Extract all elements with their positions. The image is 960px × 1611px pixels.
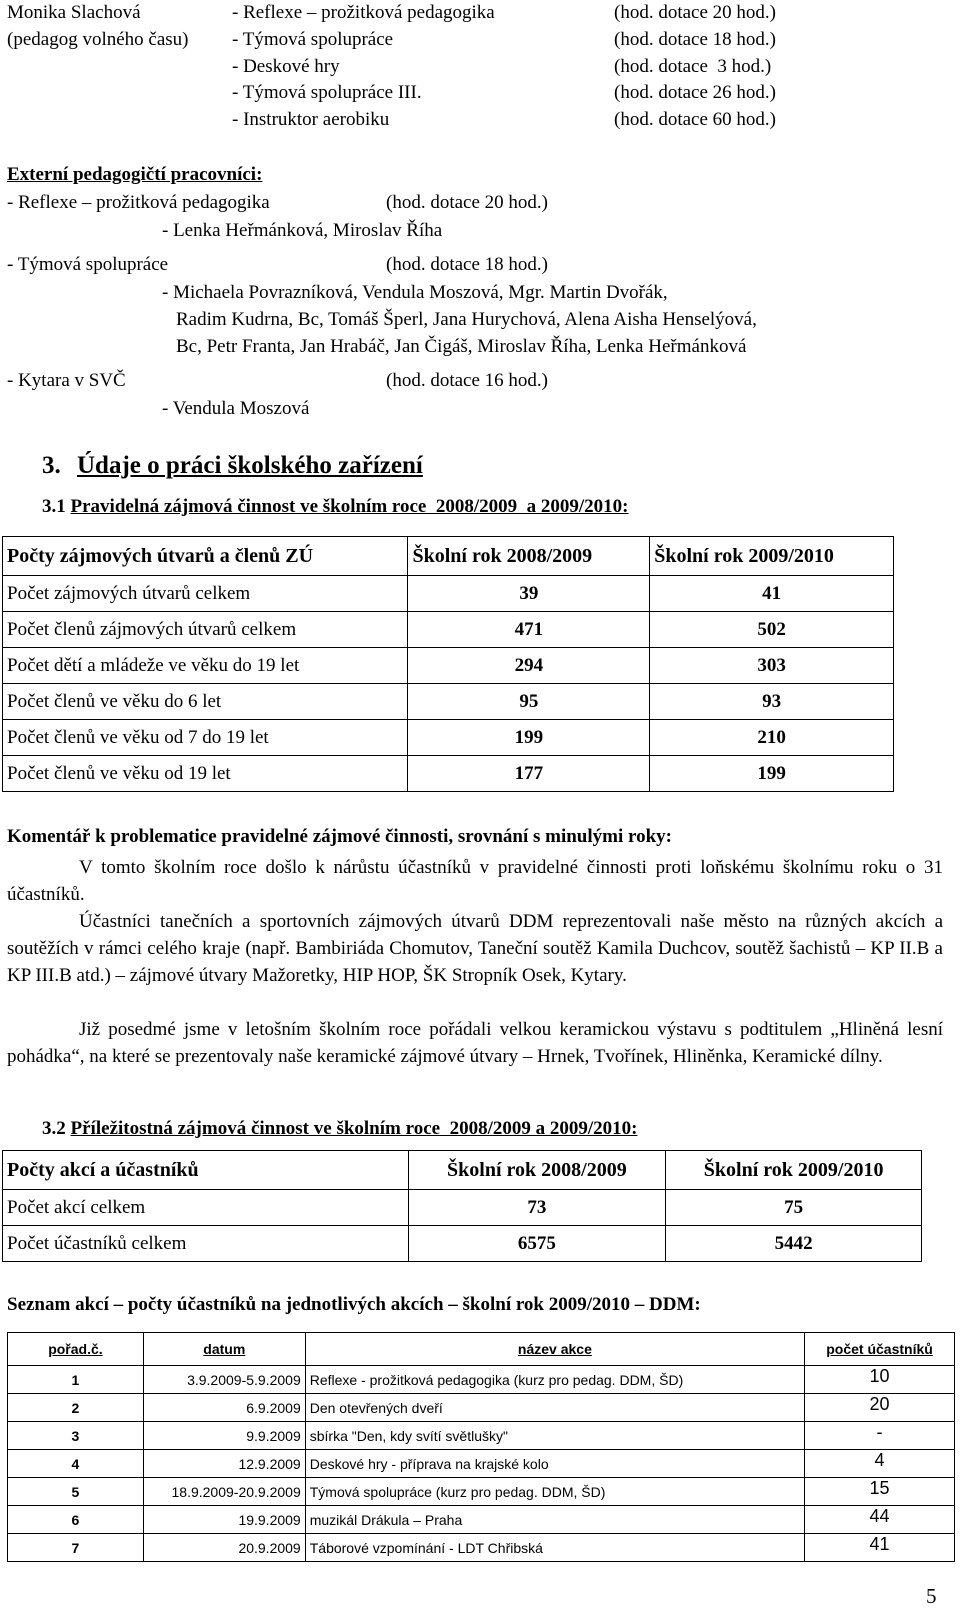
header-cell: Školní rok 2008/2009 — [408, 537, 650, 576]
header-cell: datum — [143, 1333, 305, 1366]
row-label: Počet členů ve věku od 7 do 19 let — [3, 720, 408, 756]
external-course-name: - Týmová spolupráce — [7, 254, 169, 275]
event-date: 12.9.2009 — [143, 1450, 305, 1478]
table-row — [3, 648, 894, 684]
value-2008: 294 — [408, 648, 650, 684]
table-row — [3, 1190, 922, 1226]
table-row — [8, 1394, 955, 1422]
page-number: 5 — [926, 1584, 937, 1608]
events-list-table — [7, 1332, 955, 1562]
table-row — [3, 576, 894, 612]
value-2008: 39 — [408, 576, 650, 612]
event-name: Deskové hry - příprava na krajské kolo — [305, 1450, 804, 1478]
header-cell: Školní rok 2009/2010 — [650, 537, 894, 576]
value-2009: 210 — [650, 720, 894, 756]
header-cell: název akce — [305, 1333, 804, 1366]
event-participants: 10 — [805, 1366, 955, 1394]
header-cell: pořad.č. — [8, 1333, 144, 1366]
event-name: Reflexe - prožitková pedagogika (kurz pro pedag. DDM, ŠD) — [305, 1366, 804, 1394]
section-heading — [42, 452, 423, 480]
events-list-heading: Seznam akcí – počty účastníků na jednotlivých akcích – školní rok 2009/2010 – DDM: — [7, 1294, 701, 1315]
staff-course-hours: (hod. dotace 18 hod.) — [614, 29, 776, 50]
value-2009: 502 — [650, 612, 894, 648]
header-cell: Školní rok 2008/2009 — [408, 1151, 666, 1190]
staff-course-hours: (hod. dotace 20 hod.) — [614, 2, 776, 23]
events-summary-table — [2, 1150, 922, 1262]
external-course-people: - Lenka Heřmánková, Miroslav Říha — [162, 220, 443, 241]
event-participants: 15 — [805, 1478, 955, 1506]
external-course-name: - Reflexe – prožitková pedagogika — [7, 192, 270, 213]
external-course-name: - Kytara v SVČ — [7, 370, 126, 391]
event-name: Táborové vzpomínání - LDT Chřibská — [305, 1534, 804, 1562]
external-course-people: Radim Kudrna, Bc, Tomáš Šperl, Jana Hurychová, Alena Aisha Henselýová, — [176, 309, 757, 330]
comment-paragraph: Účastníci tanečních a sportovních zájmových útvarů DDM reprezentovali naše město na různých akcích a soutěžích v rámci celého kraje (např. Bambiriáda Chomutov, Taneční soutěž Kamila Duchcov, soutěž šachistů – KP II.B a KP III.B atd.) – zájmové útvary Mažoretky, HIP HOP, ŠK Stropník Osek, Kytary. — [7, 911, 943, 986]
event-number: 4 — [8, 1450, 144, 1478]
header-cell: počet účastníků — [805, 1333, 955, 1366]
value-2009: 199 — [650, 756, 894, 792]
table-header-row — [3, 1151, 922, 1190]
external-course-hours: (hod. dotace 16 hod.) — [386, 370, 548, 391]
table-row — [3, 756, 894, 792]
header-cell: Školní rok 2009/2010 — [666, 1151, 922, 1190]
table-row — [8, 1506, 955, 1534]
value-2009: 303 — [650, 648, 894, 684]
value-2008: 6575 — [408, 1226, 666, 1262]
subsection-heading — [42, 1118, 637, 1140]
interest-groups-table — [2, 536, 894, 792]
table-row — [8, 1478, 955, 1506]
staff-course-name: - Reflexe – prožitková pedagogika — [232, 2, 495, 23]
row-label: Počet dětí a mládeže ve věku do 19 let — [3, 648, 408, 684]
value-2009: 75 — [666, 1190, 922, 1226]
table-row — [3, 684, 894, 720]
event-date: 18.9.2009-20.9.2009 — [143, 1478, 305, 1506]
subsection-title: Příležitostná zájmová činnost ve školním roce 2008/2009 a 2009/2010: — [70, 1118, 638, 1139]
table-row — [3, 612, 894, 648]
section-title: Údaje o práci školského zařízení — [77, 452, 423, 479]
event-participants: 41 — [805, 1534, 955, 1562]
event-number: 5 — [8, 1478, 144, 1506]
staff-course-hours: (hod. dotace 26 hod.) — [614, 82, 776, 103]
event-number: 7 — [8, 1534, 144, 1562]
event-number: 6 — [8, 1506, 144, 1534]
external-course-hours: (hod. dotace 18 hod.) — [386, 254, 548, 275]
value-2009: 41 — [650, 576, 894, 612]
row-label: Počet akcí celkem — [3, 1190, 409, 1226]
external-course-people: - Vendula Moszová — [162, 398, 310, 419]
comment-heading: Komentář k problematice pravidelné zájmové činnosti, srovnání s minulými roky: — [7, 826, 672, 847]
staff-course-hours: (hod. dotace 60 hod.) — [614, 109, 776, 130]
event-number: 3 — [8, 1422, 144, 1450]
table-row — [8, 1450, 955, 1478]
table-row — [8, 1422, 955, 1450]
event-participants: 44 — [805, 1506, 955, 1534]
staff-role: (pedagog volného času) — [7, 29, 189, 50]
event-date: 6.9.2009 — [143, 1394, 305, 1422]
table-row — [3, 720, 894, 756]
staff-course-name: - Instruktor aerobiku — [232, 109, 390, 130]
value-2008: 73 — [408, 1190, 666, 1226]
external-course-people: - Michaela Povrazníková, Vendula Moszová, Mgr. Martin Dvořák, — [162, 282, 668, 303]
event-number: 2 — [8, 1394, 144, 1422]
staff-course-hours: (hod. dotace 3 hod.) — [614, 56, 772, 77]
staff-name: Monika Slachová — [7, 2, 141, 23]
event-date: 20.9.2009 — [143, 1534, 305, 1562]
header-cell: Počty akcí a účastníků — [3, 1151, 409, 1190]
value-2009: 93 — [650, 684, 894, 720]
value-2008: 95 — [408, 684, 650, 720]
event-participants: 4 — [805, 1450, 955, 1478]
event-date: 19.9.2009 — [143, 1506, 305, 1534]
event-name: Týmová spolupráce (kurz pro pedag. DDM, ŠD) — [305, 1478, 804, 1506]
row-label: Počet účastníků celkem — [3, 1226, 409, 1262]
event-name: Den otevřených dveří — [305, 1394, 804, 1422]
subsection-heading — [42, 496, 629, 518]
row-label: Počet členů ve věku do 6 let — [3, 684, 408, 720]
table-row — [8, 1534, 955, 1562]
event-name: muzikál Drákula – Praha — [305, 1506, 804, 1534]
comment-paragraph: Již posedmé jsme v letošním školním roce pořádali velkou keramickou výstavu s podtitulem „Hliněná lesní pohádka“, na které se prezentovaly naše keramické zájmové útvary – Hrnek, Tvořínek, Hliněnka, Keramické dílny. — [7, 1019, 943, 1067]
comment-paragraph: V tomto školním roce došlo k nárůstu účastníků v pravidelné činnosti proti loňskému školnímu roku o 31 účastníků. — [7, 857, 943, 905]
table-row — [3, 1226, 922, 1262]
row-label: Počet členů zájmových útvarů celkem — [3, 612, 408, 648]
staff-course-name: - Týmová spolupráce III. — [232, 82, 422, 103]
value-2008: 199 — [408, 720, 650, 756]
event-date: 3.9.2009-5.9.2009 — [143, 1366, 305, 1394]
staff-course-name: - Týmová spolupráce — [232, 29, 394, 50]
event-date: 9.9.2009 — [143, 1422, 305, 1450]
row-label: Počet zájmových útvarů celkem — [3, 576, 408, 612]
event-name: sbírka "Den, kdy svítí světlušky" — [305, 1422, 804, 1450]
event-number: 1 — [8, 1366, 144, 1394]
value-2008: 471 — [408, 612, 650, 648]
external-course-hours: (hod. dotace 20 hod.) — [386, 192, 548, 213]
subsection-title: Pravidelná zájmová činnost ve školním roce 2008/2009 a 2009/2010: — [70, 496, 629, 517]
subsection-number: 3.2 — [42, 1118, 66, 1139]
table-header-row — [8, 1333, 955, 1366]
value-2008: 177 — [408, 756, 650, 792]
header-cell: Počty zájmových útvarů a členů ZÚ — [3, 537, 408, 576]
table-header-row — [3, 537, 894, 576]
section-number: 3. — [42, 452, 61, 479]
event-participants: 20 — [805, 1394, 955, 1422]
external-course-people: Bc, Petr Franta, Jan Hrabáč, Jan Čigáš, Miroslav Říha, Lenka Heřmánková — [176, 336, 747, 357]
external-heading: Externí pedagogičtí pracovníci: — [7, 164, 263, 185]
subsection-number: 3.1 — [42, 496, 66, 517]
row-label: Počet členů ve věku od 19 let — [3, 756, 408, 792]
event-participants: - — [805, 1422, 955, 1450]
staff-course-name: - Deskové hry — [232, 56, 340, 77]
value-2009: 5442 — [666, 1226, 922, 1262]
table-row — [8, 1366, 955, 1394]
